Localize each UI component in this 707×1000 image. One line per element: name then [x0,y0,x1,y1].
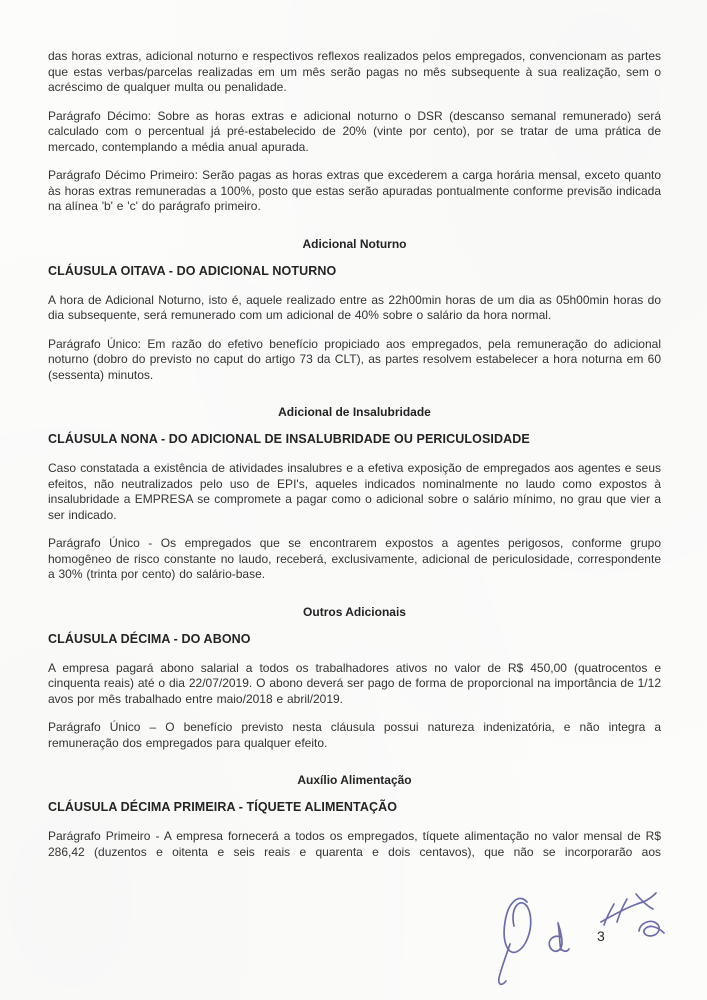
section-heading-adicional-insalubridade: Adicional de Insalubridade [278,405,431,419]
clause-heading-oitava: CLÁUSULA OITAVA - DO ADICIONAL NOTURNO [48,263,337,278]
paragraph: Parágrafo Único: Em razão do efetivo benefício propiciado aos empregados, pela remuneração do adicional noturno (dobro do previsto no caput do artigo 73 da CLT), as partes resolvem estabelecer a hora noturna em 60 (sessenta) minutos. [48,336,661,382]
clause-heading-decima: CLÁUSULA DÉCIMA - DO ABONO [48,631,251,646]
page-number: 3 [597,928,605,944]
paragraph: A empresa pagará abono salarial a todos os trabalhadores ativos no valor de R$ 450,00 (quatrocentos e cinquenta reais) até o dia 22/07/2019. O abono deverá ser pago de forma de proporcional na importância de 1/12 avos por mês trabalhado entre maio/2018 e abril/2019. [48,660,661,706]
paragraph: Caso constatada a existência de atividades insalubres e a efetiva exposição de empregados aos agentes e seus efeitos, não neutralizados pelo uso de EPI's, aqueles indicados nominalmente no laudo como expostos à insalubridade a EMPRESA se compromete a pagar como o adicional sobre o salário mínimo, no grau que vier a ser indicado. [48,461,661,522]
paragraph: Parágrafo Primeiro - A empresa fornecerá a todos os empregados, tíquete alimentação no valor mensal de R$ 286,42 (duzentos e oitenta e seis reais e quarenta e dois centavos), que não se incorporarão aos [48,829,661,859]
paragraph: das horas extras, adicional noturno e respectivos reflexos realizados pelos empregados, convencionam as partes que estas verbas/parcelas realizadas em um mês serão pagas no mês subsequente à sua realização, sem o acréscimo de qualquer multa ou penalidade. [48,49,661,94]
clause-heading-nona: CLÁUSULA NONA - DO ADICIONAL DE INSALUBRIDADE OU PERICULOSIDADE [48,432,530,446]
paragraph: Parágrafo Único - Os empregados que se encontrarem expostos a agentes perigosos, conforme grupo homogêneo de risco constante no laudo, receberá, exclusivamente, adicional de periculosidade, correspondente a 30% (trinta por cento) do salário-base. [48,536,661,581]
section-heading-outros-adicionais: Outros Adicionais [303,604,406,619]
section-heading-adicional-noturno: Adicional Noturno [302,236,407,251]
paragraph: Parágrafo Único – O benefício previsto nesta cláusula possui natureza indenizatória, e não integra a remuneração dos empregados para qualquer efeito. [48,720,661,750]
clause-heading-decima-primeira: CLÁUSULA DÉCIMA PRIMEIRA - TÍQUETE ALIMENTAÇÃO [48,800,398,814]
section-heading-auxilio-alimentacao: Auxílio Alimentação [297,773,412,787]
paragraph: Parágrafo Décimo: Sobre as horas extras e adicional noturno o DSR (descanso semanal remunerado) será calculado com o percentual já pré-estabelecido de 20% (vinte por cento), por se tratar de uma prática de mercado, contemplando a média anual apurada. [48,108,661,154]
paragraph: A hora de Adicional Noturno, isto é, aquele realizado entre as 22h00min horas de um dia as 05h00min horas do dia subsequente, será remunerado com um adicional de 40% sobre o salário da hora normal. [48,292,661,322]
paragraph: Parágrafo Décimo Primeiro: Serão pagas as horas extras que excederem a carga horária mensal, exceto quanto às horas extras remuneradas a 100%, posto que estas serão apuradas pontualmente conforme previsão indicada na alínea 'b' e 'c' do parágrafo primeiro. [48,168,661,213]
